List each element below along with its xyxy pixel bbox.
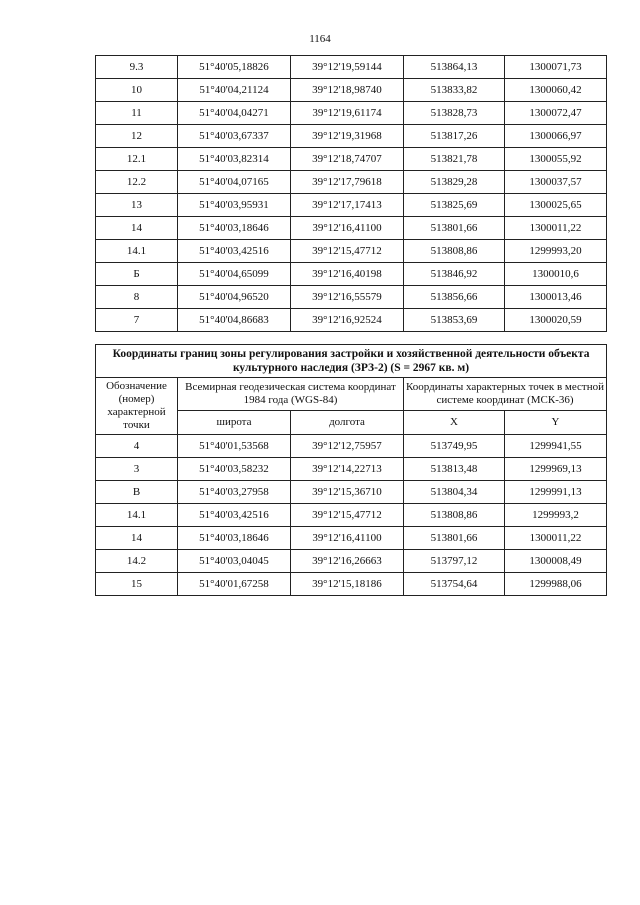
cell-point: 12.1 [96, 148, 178, 171]
cell-y: 1299993,2 [505, 504, 607, 527]
cell-point: 12 [96, 125, 178, 148]
header-point-designation: Обозначение (номер) характерной точки [96, 378, 178, 435]
cell-y: 1299991,13 [505, 481, 607, 504]
cell-longitude: 39°12'16,41100 [291, 527, 404, 550]
table-row [96, 481, 607, 504]
cell-y: 1300020,59 [505, 309, 607, 332]
table-row [96, 148, 607, 171]
cell-longitude: 39°12'18,98740 [291, 79, 404, 102]
table-row [96, 458, 607, 481]
cell-latitude: 51°40'04,86683 [178, 309, 291, 332]
cell-latitude: 51°40'03,67337 [178, 125, 291, 148]
cell-point: 7 [96, 309, 178, 332]
header-row [96, 378, 607, 411]
table-row [96, 240, 607, 263]
cell-point: 14.2 [96, 550, 178, 573]
cell-y: 1300055,92 [505, 148, 607, 171]
cell-latitude: 51°40'03,58232 [178, 458, 291, 481]
cell-latitude: 51°40'04,65099 [178, 263, 291, 286]
cell-y: 1300071,73 [505, 56, 607, 79]
cell-x: 513821,78 [404, 148, 505, 171]
header-wgs84: Всемирная геодезическая система координат 1984 года (WGS-84) [178, 378, 404, 411]
cell-y: 1300037,57 [505, 171, 607, 194]
cell-x: 513808,86 [404, 504, 505, 527]
cell-y: 1299969,13 [505, 458, 607, 481]
cell-latitude: 51°40'03,42516 [178, 504, 291, 527]
header-local-system: Координаты характерных точек в местной системе координат (МСК-36) [404, 378, 607, 411]
cell-point: 3 [96, 458, 178, 481]
table-title-row [96, 345, 607, 378]
cell-longitude: 39°12'16,40198 [291, 263, 404, 286]
cell-point: Б [96, 263, 178, 286]
table-row [96, 573, 607, 596]
table-row [96, 550, 607, 573]
cell-longitude: 39°12'18,74707 [291, 148, 404, 171]
cell-point: 9.3 [96, 56, 178, 79]
cell-latitude: 51°40'03,95931 [178, 194, 291, 217]
table-row [96, 286, 607, 309]
cell-latitude: 51°40'04,07165 [178, 171, 291, 194]
cell-longitude: 39°12'14,22713 [291, 458, 404, 481]
cell-point: В [96, 481, 178, 504]
cell-latitude: 51°40'01,53568 [178, 435, 291, 458]
cell-point: 13 [96, 194, 178, 217]
cell-y: 1300025,65 [505, 194, 607, 217]
header-x: X [404, 410, 505, 434]
cell-point: 14.1 [96, 240, 178, 263]
table-row [96, 309, 607, 332]
cell-point: 4 [96, 435, 178, 458]
cell-latitude: 51°40'04,21124 [178, 79, 291, 102]
cell-x: 513808,86 [404, 240, 505, 263]
cell-x: 513833,82 [404, 79, 505, 102]
table-row [96, 79, 607, 102]
cell-x: 513853,69 [404, 309, 505, 332]
cell-longitude: 39°12'15,47712 [291, 240, 404, 263]
cell-longitude: 39°12'16,92524 [291, 309, 404, 332]
cell-latitude: 51°40'03,27958 [178, 481, 291, 504]
table-row [96, 194, 607, 217]
cell-y: 1300066,97 [505, 125, 607, 148]
cell-point: 14.1 [96, 504, 178, 527]
cell-x: 513801,66 [404, 217, 505, 240]
table-row [96, 435, 607, 458]
page-number: 1164 [309, 33, 331, 45]
table-title: Координаты границ зоны регулирования застройки и хозяйственной деятельности объекта культурного наследия (ЗРЗ-2) (S = 2967 кв. м) [96, 345, 607, 378]
cell-y: 1299993,20 [505, 240, 607, 263]
cell-x: 513825,69 [404, 194, 505, 217]
cell-y: 1300060,42 [505, 79, 607, 102]
cell-point: 14 [96, 217, 178, 240]
table-body [96, 56, 607, 332]
cell-longitude: 39°12'19,59144 [291, 56, 404, 79]
table-row [96, 504, 607, 527]
cell-x: 513817,26 [404, 125, 505, 148]
cell-point: 15 [96, 573, 178, 596]
table-row [96, 527, 607, 550]
header-y: Y [505, 410, 607, 434]
cell-longitude: 39°12'19,31968 [291, 125, 404, 148]
header-latitude: широта [178, 410, 291, 434]
table-row [96, 102, 607, 125]
coordinates-table-continued [95, 55, 607, 332]
coordinates-table-zrz2 [95, 344, 607, 596]
cell-x: 513846,92 [404, 263, 505, 286]
cell-x: 513856,66 [404, 286, 505, 309]
table-row [96, 125, 607, 148]
table-row [96, 171, 607, 194]
cell-latitude: 51°40'03,18646 [178, 217, 291, 240]
cell-y: 1300011,22 [505, 217, 607, 240]
cell-x: 513749,95 [404, 435, 505, 458]
table-row [96, 263, 607, 286]
cell-x: 513797,12 [404, 550, 505, 573]
cell-longitude: 39°12'16,55579 [291, 286, 404, 309]
cell-x: 513813,48 [404, 458, 505, 481]
cell-x: 513864,13 [404, 56, 505, 79]
cell-latitude: 51°40'04,96520 [178, 286, 291, 309]
cell-longitude: 39°12'16,26663 [291, 550, 404, 573]
cell-x: 513754,64 [404, 573, 505, 596]
cell-longitude: 39°12'15,47712 [291, 504, 404, 527]
cell-y: 1300008,49 [505, 550, 607, 573]
cell-x: 513801,66 [404, 527, 505, 550]
cell-y: 1300013,46 [505, 286, 607, 309]
table-row [96, 217, 607, 240]
cell-y: 1299941,55 [505, 435, 607, 458]
cell-latitude: 51°40'05,18826 [178, 56, 291, 79]
cell-point: 11 [96, 102, 178, 125]
cell-point: 8 [96, 286, 178, 309]
cell-longitude: 39°12'19,61174 [291, 102, 404, 125]
header-longitude: долгота [291, 410, 404, 434]
cell-x: 513828,73 [404, 102, 505, 125]
table-row [96, 56, 607, 79]
cell-latitude: 51°40'03,18646 [178, 527, 291, 550]
cell-latitude: 51°40'01,67258 [178, 573, 291, 596]
cell-latitude: 51°40'03,42516 [178, 240, 291, 263]
cell-point: 10 [96, 79, 178, 102]
cell-latitude: 51°40'03,82314 [178, 148, 291, 171]
cell-point: 12.2 [96, 171, 178, 194]
cell-longitude: 39°12'12,75957 [291, 435, 404, 458]
cell-longitude: 39°12'17,79618 [291, 171, 404, 194]
cell-point: 14 [96, 527, 178, 550]
cell-x: 513829,28 [404, 171, 505, 194]
cell-y: 1300010,6 [505, 263, 607, 286]
table-body [96, 435, 607, 596]
cell-x: 513804,34 [404, 481, 505, 504]
cell-y: 1299988,06 [505, 573, 607, 596]
cell-y: 1300011,22 [505, 527, 607, 550]
cell-longitude: 39°12'15,18186 [291, 573, 404, 596]
cell-latitude: 51°40'03,04045 [178, 550, 291, 573]
cell-longitude: 39°12'15,36710 [291, 481, 404, 504]
cell-longitude: 39°12'17,17413 [291, 194, 404, 217]
cell-latitude: 51°40'04,04271 [178, 102, 291, 125]
cell-longitude: 39°12'16,41100 [291, 217, 404, 240]
cell-y: 1300072,47 [505, 102, 607, 125]
